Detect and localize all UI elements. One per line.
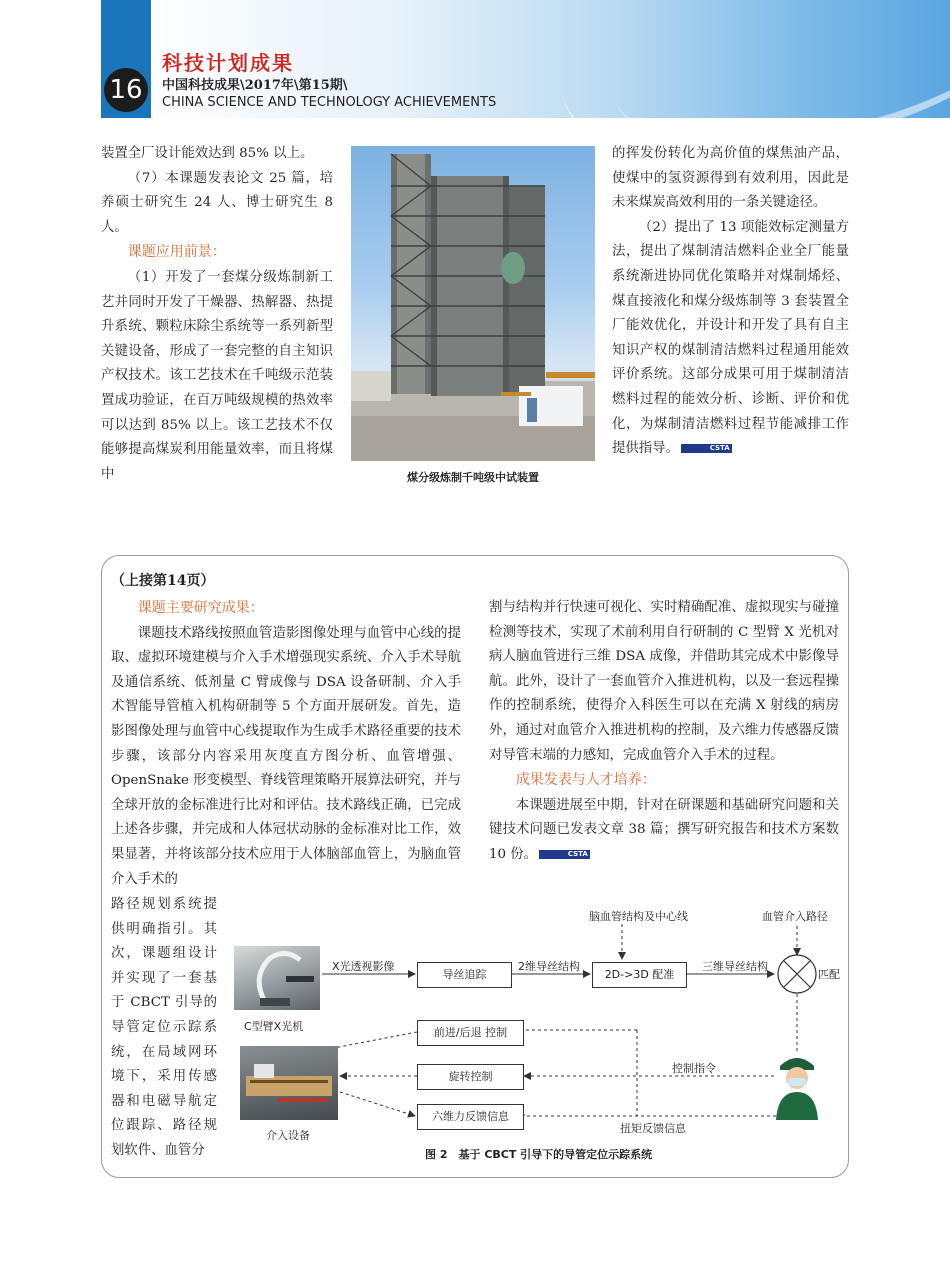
paragraph: 课题技术路线按照血管造影图像处理与血管中心线的提取、虚拟环境建模与介入手术增强现实系统、介入手术导航及通信系统、低剂量 C 臂成像与 DSA 设备研制、介入手术智能导管植入机构研制等 5 个方面开展研发。首先，造影图像处理与血管中心线提取作为生成手术路径重要的技术步骤，该部分内容采用灰度直方图分析、血管增强、OpenSnake 形变模型、脊线管理策略开展算法研究，并与全球开放的金标准进行比对和评估。技术路线正确，已完成上述各步骤，并完成和人体冠状动脉的金标准对比工作，效果显著，并将该部分技术应用于人体脑部血管上，为脑血管介入手术的 [111, 625, 461, 887]
guidewire-tracking-box: 导丝追踪 [417, 962, 512, 988]
vessel-path-label: 血管介入路径 [762, 910, 828, 923]
plant-photo [351, 146, 595, 461]
csta-badge: CSTA [539, 850, 590, 859]
c-arm-label: C型臂X光机 [244, 1020, 304, 1033]
diagram-connectors [232, 902, 844, 1170]
match-label: 匹配 [818, 968, 840, 981]
continued-from-label: （上接第14页） [111, 573, 215, 589]
paragraph-wrap [489, 794, 839, 868]
paragraph: 的挥发份转化为高价值的煤焦油产品，使煤中的氢资源得到有效利用，因此是未来煤炭高效利用的一条关键途径。 [612, 146, 849, 211]
section-heading-wrap [489, 768, 839, 794]
intervention-device-label: 介入设备 [266, 1129, 310, 1142]
paragraph: （1）开发了一套煤分级炼制新工艺并同时开发了干燥器、热解器、热提升系统、颗粒床除尘系统等一系列新型关键设备，形成了一套完整的自主知识产权技术。该工艺技术在千吨级示范装置成功验证，在百万吨级规模的热效率可以达到 85% 以上。该工艺技术不仅能够提高煤炭利用能量效率，而且将煤中 [101, 269, 333, 482]
journal-english-title: CHINA SCIENCE AND TECHNOLOGY ACHIEVEMENTS [162, 95, 497, 110]
plant-structure-illustration [351, 146, 595, 461]
paragraph: （2）提出了 13 项能效标定测量方法，提出了煤制清洁燃料企业全厂能量系统渐进协同优化策略并对煤制烯烃、煤直接液化和煤分级炼制等 3 套装置全厂能效优化，并设计和开发了具有自主知识产权的煤制清洁燃料过程通用能效评价系统。这部分成果可用于煤制清洁燃料过程的能效分析、诊断、评价和优化，为煤制清洁燃料过程节能减排工作提供指导。 [612, 219, 849, 457]
control-command-label: 控制指令 [672, 1062, 716, 1075]
section-title: 科技计划成果 [162, 51, 294, 75]
vessel-centerline-label: 脑血管结构及中心线 [589, 910, 688, 923]
paragraph: 装置全厂设计能效达到 85% 以上。 [101, 146, 314, 161]
c-arm-icon [234, 946, 320, 1010]
guidewire-3d-label: 三维导丝结构 [702, 960, 768, 973]
forward-backward-control-box: 前进/后退 控制 [417, 1020, 524, 1046]
intervention-device-photo [240, 1046, 338, 1120]
registration-box: 2D->3D 配准 [592, 962, 687, 988]
force-feedback-box: 六维力反馈信息 [417, 1104, 524, 1130]
top-right-column [612, 142, 849, 462]
figure-caption: 图 2 基于 CBCT 引导下的导管定位示踪系统 [425, 1148, 653, 1161]
box-right-column [489, 596, 839, 868]
guidewire-2d-label: 2维导丝结构 [518, 960, 580, 973]
issue-line: 中国科技成果\2017年\第15期\ [162, 78, 348, 93]
paragraph: 本课题进展至中期，针对在研课题和基础研究问题和关键技术问题已发表文章 38 篇；撰写研究报告和技术方案数 10 份。 [489, 797, 839, 862]
section-heading: 课题主要研究成果： [137, 600, 264, 616]
paragraph: （7）本课题发表论文 25 篇，培养硕士研究生 24 人、博士研究生 8 人。 [101, 170, 333, 235]
paragraph-wrap [612, 216, 849, 462]
doctor-icon [774, 1052, 820, 1120]
section-heading-wrap [101, 240, 333, 266]
intervention-device-icon [240, 1046, 338, 1120]
section-heading-wrap [111, 596, 461, 622]
doctor-figure [774, 1052, 820, 1120]
paragraph: 割与结构并行快速可视化、实时精确配准、虚拟现实与碰撞检测等技术，实现了术前利用自行研制的 C 型臂 X 光机对病人脑血管进行三维 DSA 成像，并借助其完成术中影像导航。此外，设计了一套血管介入推进机构，以及一套远程操作的控制系统，使得介入科医生可以在充满 X 射线的病房外，通过对血管介入推进机构的控制，及六维力传感器反馈对导管末端的力感知，完成血管介入手术的过程。 [489, 600, 839, 763]
box-left-column [111, 596, 461, 892]
section-heading: 成果发表与人才培养： [515, 772, 656, 789]
c-arm-photo [234, 946, 320, 1010]
page-number-badge: 16 [104, 68, 148, 112]
torque-feedback-label: 扭矩反馈信息 [620, 1122, 686, 1135]
csta-badge: CSTA [681, 444, 732, 453]
photo-caption: 煤分级炼制千吨级中试装置 [407, 471, 539, 484]
paragraph: 路径规划系统提供明确指引。其次，课题组设计并实现了一套基于 CBCT 引导的导管定位示踪系统，在局域网环境下，采用传感器和电磁导航定位跟踪、路径规划软件、血管分 [111, 897, 217, 1158]
xray-image-label: X光透视影像 [332, 960, 395, 973]
top-left-column [101, 142, 333, 487]
section-heading: 课题应用前景： [127, 244, 226, 261]
system-diagram [232, 902, 844, 1170]
rotation-control-box: 旋转控制 [417, 1064, 524, 1090]
box-narrow-column [111, 893, 217, 1164]
